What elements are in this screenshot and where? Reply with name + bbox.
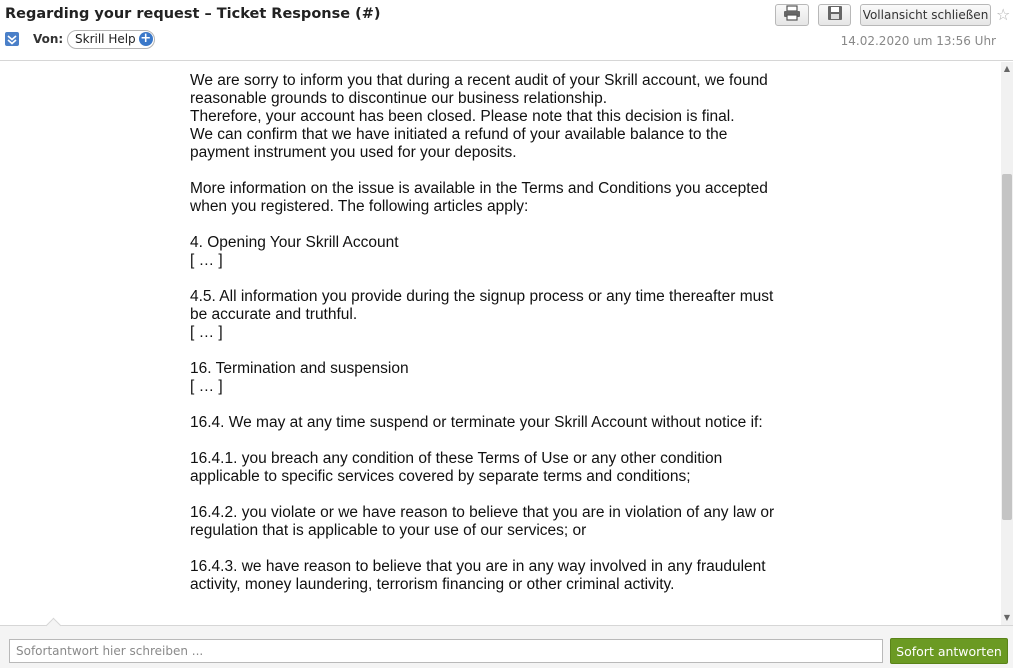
message-line: 4.5. All information you provide during the signup process or any time thereafter must be accurate and truthful.	[190, 288, 774, 323]
quick-reply-bar	[0, 625, 1013, 668]
message-paragraph	[190, 450, 780, 486]
message-paragraph	[190, 558, 780, 594]
message-date: 14.02.2020 um 13:56 Uhr	[840, 34, 996, 48]
message-paragraph	[190, 180, 780, 216]
expand-header-button[interactable]	[5, 32, 19, 46]
message-line: More information on the issue is available in the Terms and Conditions you accepted when you registered. The following articles apply:	[190, 180, 768, 215]
message-line: We can confirm that we have initiated a refund of your available balance to the payment instrument you used for your deposits.	[190, 126, 728, 161]
message-scrollbar[interactable]	[1001, 62, 1013, 625]
save-button[interactable]	[818, 4, 851, 26]
message-paragraph	[190, 504, 780, 540]
save-icon	[827, 5, 843, 25]
close-full-view-button[interactable]: Vollansicht schließen	[860, 4, 991, 26]
scrollbar-thumb[interactable]	[1002, 174, 1012, 520]
message-line: We are sorry to inform you that during a recent audit of your Skrill account, we found reasonable grounds to discontinue our business relationship.	[190, 72, 768, 107]
sender-name: Skrill Help	[75, 32, 136, 46]
message-line: [ … ]	[190, 378, 223, 395]
scroll-up-icon[interactable]: ▲	[1003, 64, 1011, 73]
message-header	[0, 0, 1013, 61]
message-line: 4. Opening Your Skrill Account	[190, 234, 399, 251]
quick-reply-send-button[interactable]: Sofort antworten	[890, 638, 1008, 664]
message-paragraph	[190, 288, 780, 342]
message-paragraph	[190, 414, 780, 432]
message-subject: Regarding your request – Ticket Response (#)	[5, 6, 381, 22]
message-line: 16.4.1. you breach any condition of these Terms of Use or any other condition applicable to specific services covered by separate terms and conditions;	[190, 450, 723, 485]
print-button[interactable]	[775, 4, 809, 26]
message-line: 16.4.2. you violate or we have reason to believe that you are in violation of any law or regulation that is applicable to your use of our services; or	[190, 504, 775, 539]
message-line: Therefore, your account has been closed. Please note that this decision is final.	[190, 108, 735, 125]
message-paragraph	[190, 72, 780, 162]
scroll-down-icon[interactable]: ▼	[1003, 613, 1011, 622]
message-line: 16.4.3. we have reason to believe that you are in any way involved in any fraudulent activity, money laundering, terrorism financing or other criminal activity.	[190, 558, 766, 593]
from-label: Von:	[33, 32, 64, 46]
quick-reply-input[interactable]	[9, 639, 883, 663]
expand-icon	[7, 30, 17, 49]
message-paragraph	[190, 234, 780, 270]
message-line: 16.4. We may at any time suspend or terminate your Skrill Account without notice if:	[190, 414, 763, 431]
message-line: [ … ]	[190, 324, 223, 341]
message-body	[0, 62, 1001, 625]
print-icon	[783, 5, 801, 25]
message-line: [ … ]	[190, 252, 223, 269]
message-text	[190, 72, 780, 612]
message-paragraph	[190, 360, 780, 396]
star-icon[interactable]: ☆	[996, 5, 1011, 24]
sender-chip[interactable]	[67, 30, 155, 49]
message-line: 16. Termination and suspension	[190, 360, 409, 377]
add-contact-icon[interactable]: +	[140, 31, 152, 46]
